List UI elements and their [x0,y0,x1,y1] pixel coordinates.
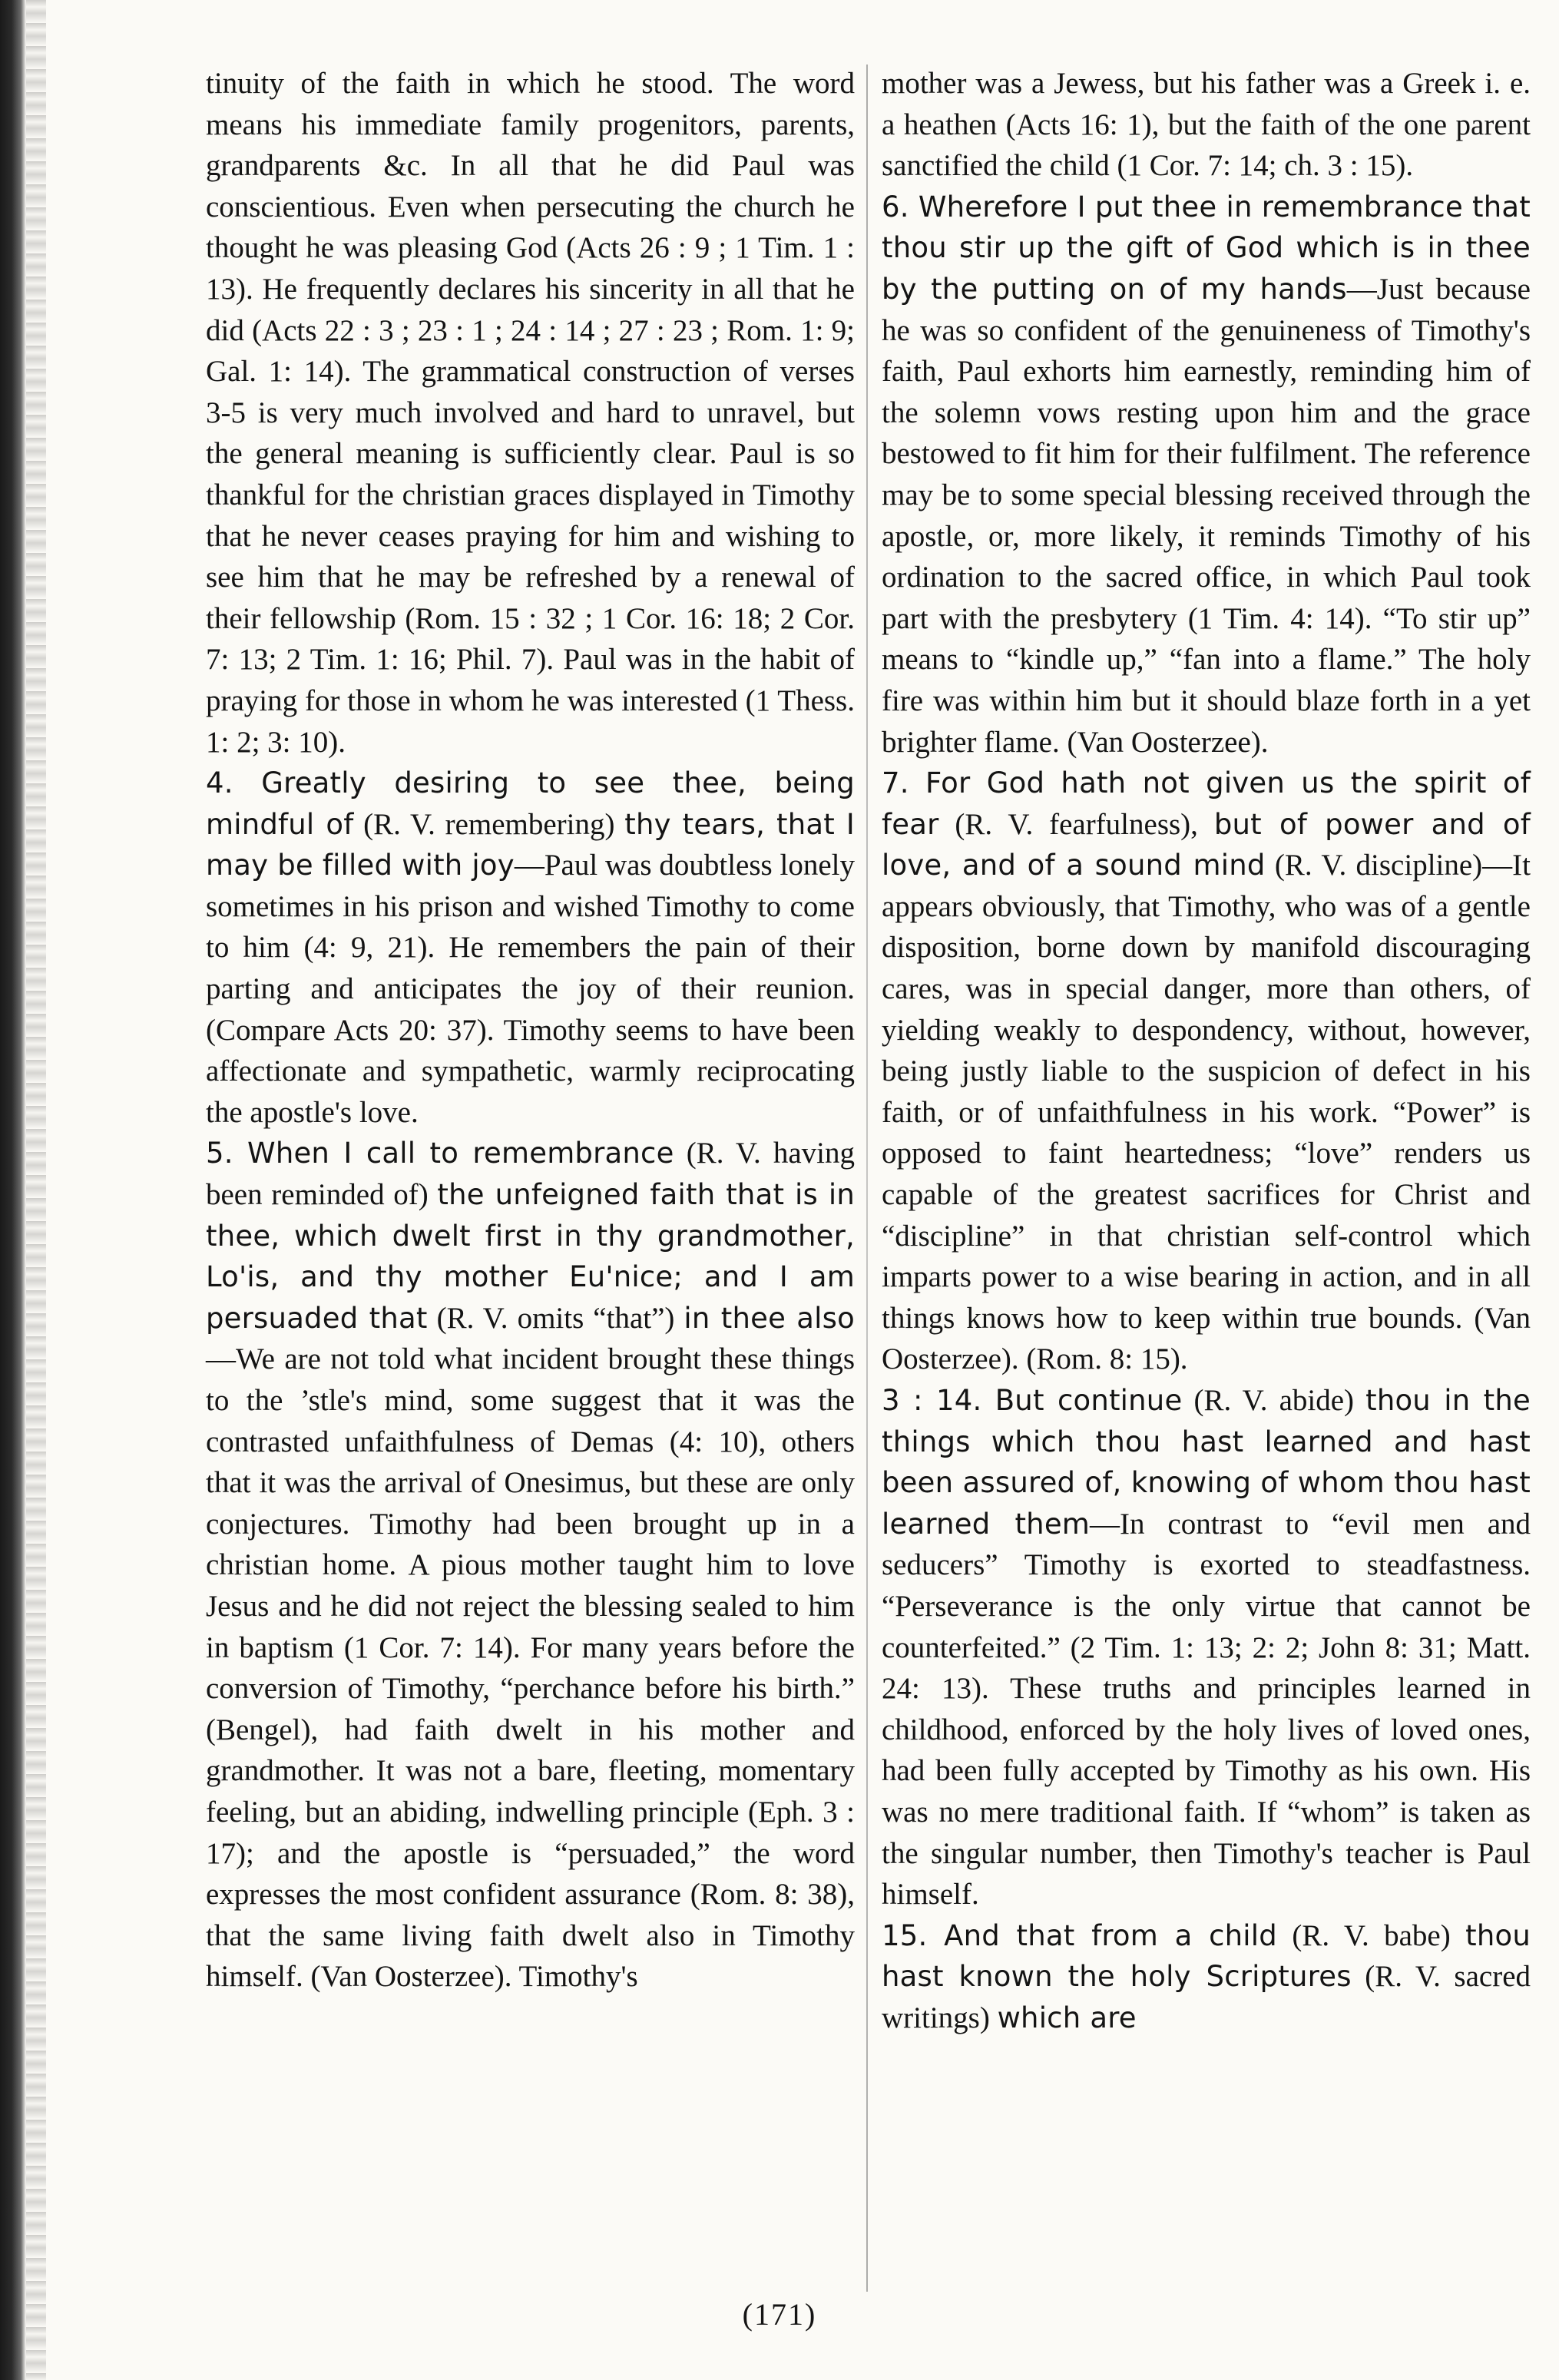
verse-text: thy tears, that I may be filled with joy [206,807,855,882]
verse-text: 4. Greatly desiring to see thee, being mindful of [206,766,855,841]
verse-text: 15. And that from a child [882,1918,1277,1952]
verse-paragraph [206,763,855,1133]
revised-version-note: (R. V. fearfulness), [938,807,1214,841]
verse-text: 3 : 14. But continue [882,1384,1183,1417]
verse-paragraph [882,1380,1531,1915]
revised-version-note: (R. V. babe) [1276,1918,1466,1952]
verse-text: but of power and of love, and of a sound mind [882,807,1531,882]
verse-paragraph [882,187,1531,763]
book-binding-shadow [0,0,26,2380]
right-column [882,63,1531,2039]
verse-paragraph [882,1915,1531,2039]
verse-text: the unfeigned faith that is in thee, which dwelt first in thy grandmother, Lo'is, and thy mother Eu'nice; and I am persuaded that [206,1178,855,1335]
verse-text: 5. When I call to remembrance [206,1137,674,1170]
verse-paragraph [206,1133,855,1997]
paragraph: tinuity of the faith in which he stood. The word means his immediate family progenitors, parents, grandparents &c. In all that he did Paul was conscientious. Even when persecuting the church he thought he was pleasing God (Acts 26 : 9 ; 1 Tim. 1 : 13). He frequently declares his sincerity in all that he did (Acts 22 : 3 ; 23 : 1 ; 24 : 14 ; 27 : 23 ; Rom. 1: 9; Gal. 1: 14). The grammatical construction of verses 3-5 is very much involved and hard to unravel, but the general meaning is sufficiently clear. Paul is so thankful for the christian graces displayed in Timothy that he never ceases praying for him and wishing to see him that he may be refreshed by a renewal of their fellowship (Rom. 15 : 32 ; 1 Cor. 16: 18; 2 Cor. 7: 13; 2 Tim. 1: 16; Phil. 7). Paul was in the habit of praying for those in whom he was interested (1 Thess. 1: 2; 3: 10). [206,67,855,759]
commentary-text: —It appears obviously, that Timothy, who was of a gentle disposition, borne down by manifold discouraging cares, was in special danger, more than others, of yielding weakly to despondency, without, however, being justly liable to the suspicion of defect in his faith, or of unfaithfulness in his work. “Power” is opposed to faint heartedness; “love” renders us capable of the greatest sacrifices for Christ and “discipline” in that christian self-control which imparts power to a wise bearing in action, and in all things knows how to keep within true bounds. (Van Oosterzee). (Rom. 8: 15). [882,849,1531,1376]
commentary-text: —Just because he was so confident of the genuineness of Timothy's faith, Paul exhorts him earnestly, reminding him of the solemn vows resting upon him and the grace bestowed to fit him for their fulfilment. The reference may be to some special blessing received through the apostle, or, more likely, it reminds Timothy of his ordination to the sacred office, in which Paul took part with the presbytery (1 Tim. 4: 14). “To stir up” means to “kindle up,” “fan into a flame.” The holy fire was within him but it should blaze forth in a yet brighter flame. (Van Oosterzee). [882,272,1531,759]
paragraph: mother was a Jewess, but his father was a Greek i. e. a heathen (Acts 16: 1), but the faith of the one parent sanctified the child (1 Cor. 7: 14; ch. 3 : 15). [882,67,1531,183]
column-divider [866,65,868,2292]
left-column [206,63,855,1998]
page-number: (171) [742,2297,817,2332]
verse-text: thou in the things which thou hast learned and hast been assured of, knowing of whom thou hast learned them [882,1384,1531,1541]
commentary-text: —In contrast to “evil men and seducers” Timothy is exorted to steadfastness. “Perseverance is the only virtue that cannot be counterfeited.” (2 Tim. 1: 13; 2: 2; John 8: 31; Matt. 24: 13). These truths and principles learned in childhood, enforced by the holy lives of loved ones, had been fully accepted by Timothy as his own. His was no mere traditional faith. If “whom” is taken as the singular number, then Timothy's teacher is Paul himself. [882,1507,1531,1912]
verse-text: 7. For God hath not given us the spirit of fear [882,766,1531,841]
revised-version-note: (R. V. omits “that”) [427,1301,684,1335]
revised-version-note: (R. V. remembering) [353,807,625,841]
revised-version-note: (R. V. sacred writings) [882,1960,1531,2034]
page-edge-texture [26,0,46,2380]
verse-text: 6. Wherefore I put thee in remembrance that thou stir up the gift of God which is in thee by the putting on of my hands [882,190,1531,306]
verse-text: in thee also [684,1301,855,1335]
commentary-text: —Paul was doubtless lonely sometimes in his prison and wished Timothy to come to him (4: 9, 21). He remembers the pain of their parting and anticipates the joy of their reunion. (Compare Acts 20: 37). Timothy seems to have been affectionate and sympathetic, warmly reciprocating the apostle's love. [206,849,855,1129]
revised-version-note: (R. V. discipline) [1265,849,1483,882]
commentary-text: —We are not told what incident brought these things to the ’stle's mind, some suggest that it was the contrasted unfaithfulness of Demas (4: 10), others that it was the arrival of Onesimus, but these are only conjectures. Timothy had been brought up in a christian home. A pious mother taught him to love Jesus and he did not reject the blessing sealed to him in baptism (1 Cor. 7: 14). For many years before the conversion of Timothy, “perchance before his birth.” (Bengel), had faith dwelt in his mother and grandmother. It was not a bare, fleeting, momentary feeling, but an abiding, indwelling principle (Eph. 3 : 17); and the apostle is “persuaded,” the word expresses the most confident assurance (Rom. 8: 38), that the same living faith dwelt also in Timothy himself. (Van Oosterzee). Timothy's [206,1342,855,1994]
verse-paragraph [882,763,1531,1380]
revised-version-note: (R. V. having been reminded of) [206,1137,856,1212]
verse-text: thou hast known the holy Scriptures [882,1918,1531,1994]
verse-text: which are [997,2001,1137,2034]
revised-version-note: (R. V. abide) [1182,1384,1366,1417]
